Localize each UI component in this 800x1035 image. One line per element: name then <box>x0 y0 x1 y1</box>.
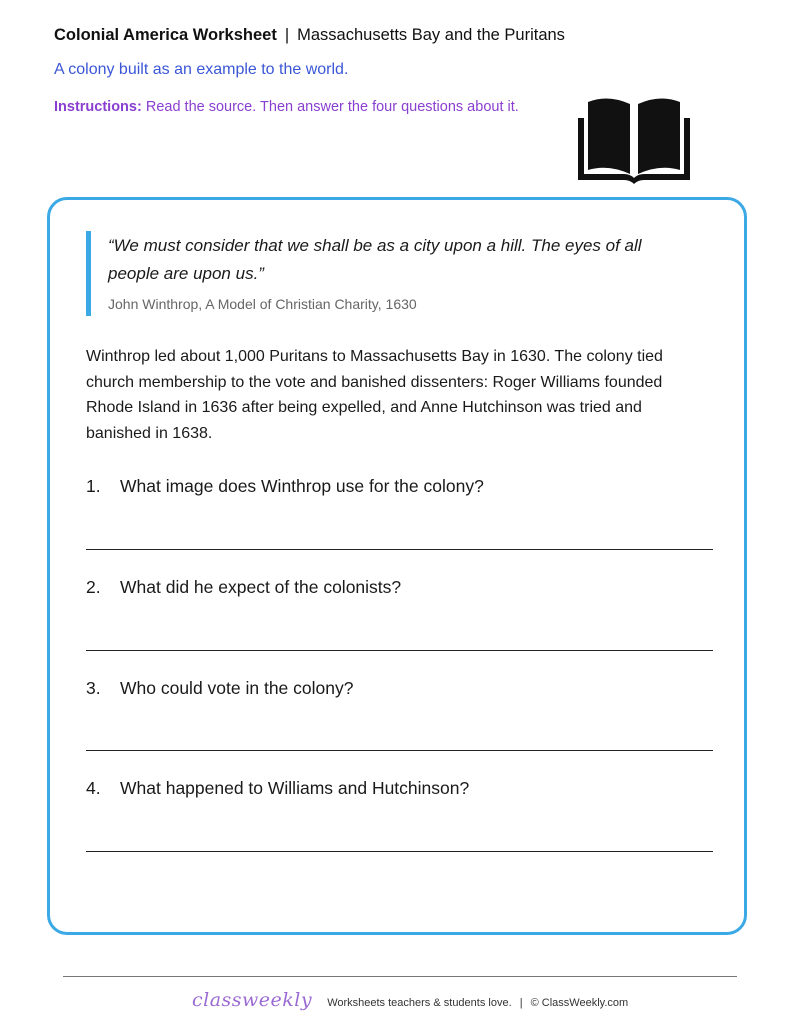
source-quote <box>86 231 686 316</box>
instructions <box>54 99 519 115</box>
question-number: 3. <box>86 678 101 698</box>
question-text: Who could vote in the colony? <box>120 678 354 698</box>
brand-logo: classweekly <box>192 989 313 1011</box>
quote-citation: John Winthrop, A Model of Christian Charity, 1630 <box>108 296 417 312</box>
header-separator: | <box>284 26 290 44</box>
question-text: What image does Winthrop use for the colony? <box>120 476 484 496</box>
instructions-text: Read the source. Then answer the four questions about it. <box>145 99 519 115</box>
worksheet-header <box>54 26 565 45</box>
question-4 <box>86 778 469 799</box>
footer <box>192 989 628 1011</box>
worksheet-subtitle: A colony built as an example to the world. <box>54 61 349 78</box>
question-number: 2. <box>86 577 101 597</box>
open-book-icon <box>576 94 692 184</box>
worksheet-topic: Massachusetts Bay and the Puritans <box>297 26 565 44</box>
footer-separator: | <box>519 997 523 1009</box>
answer-line-3[interactable] <box>86 750 713 751</box>
footer-tagline: Worksheets teachers & students love. <box>327 997 512 1009</box>
worksheet-title: Colonial America Worksheet <box>54 26 277 44</box>
footer-divider <box>63 976 737 977</box>
quote-text: “We must consider that we shall be as a city upon a hill. The eyes of all people are upon us.” <box>108 236 642 283</box>
answer-line-4[interactable] <box>86 851 713 852</box>
source-passage: Winthrop led about 1,000 Puritans to Massachusetts Bay in 1630. The colony tied church membership to the vote and banished dissenters: Roger Williams founded Rhode Island in 1636 after being expelled, and Anne Hutchinson was tried and banished in 1638. <box>86 348 663 442</box>
instructions-label: Instructions: <box>54 99 142 115</box>
footer-copyright: © ClassWeekly.com <box>530 997 629 1009</box>
question-number: 1. <box>86 476 101 496</box>
question-2 <box>86 577 401 598</box>
question-number: 4. <box>86 778 101 798</box>
answer-line-1[interactable] <box>86 549 713 550</box>
question-text: What happened to Williams and Hutchinson? <box>120 778 470 798</box>
answer-line-2[interactable] <box>86 650 713 651</box>
question-1 <box>86 476 484 497</box>
question-text: What did he expect of the colonists? <box>120 577 402 597</box>
question-3 <box>86 678 353 699</box>
